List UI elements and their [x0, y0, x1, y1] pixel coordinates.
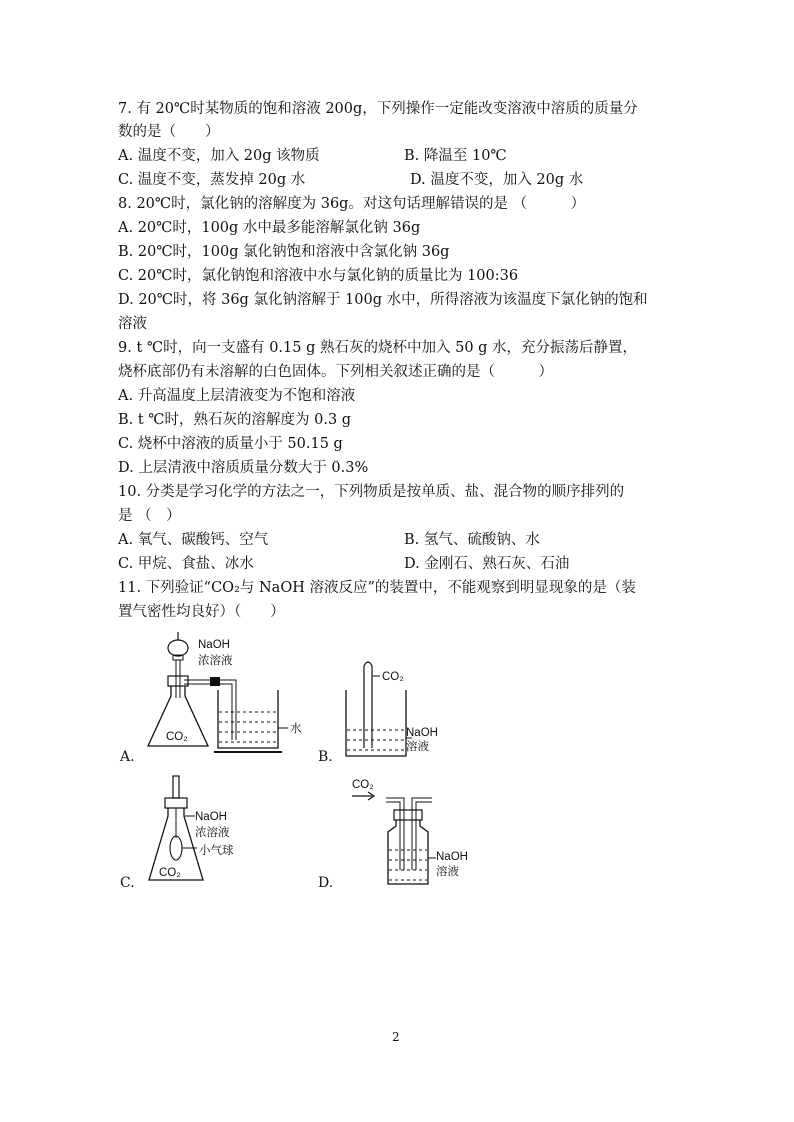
q8-option-d-line2: 溶液 [118, 316, 147, 332]
q10-stem-line1: 10. 分类是学习化学的方法之一，下列物质是按单质、盐、混合物的顺序排列的 [118, 484, 625, 500]
q9-stem-line2: 烧杯底部仍有未溶解的白色固体。下列相关叙述正确的是（ ） [118, 364, 553, 380]
q7-option-c: C. 温度不变，蒸发掉 20g 水 [118, 172, 306, 188]
page-number: 2 [392, 1030, 400, 1044]
q9-option-b: B. t ℃时，熟石灰的溶解度为 0.3 g [118, 412, 352, 428]
q7-option-b: B. 降温至 10℃ [404, 148, 507, 164]
a-co2-label: CO₂ [166, 731, 188, 743]
c-naoh-label: NaOH [195, 811, 227, 823]
d-co2-label: CO₂ [352, 779, 374, 791]
diagram-d [350, 776, 490, 890]
a-naoh-label: NaOH [198, 639, 230, 651]
a-conc-label: 浓溶液 [198, 655, 233, 667]
d-naoh-label: NaOH [436, 851, 468, 863]
a-water-label: 水 [290, 723, 302, 735]
diagram-d-label: D. [318, 875, 334, 891]
diagram-a-label: A. [120, 749, 135, 765]
q10-option-a: A. 氧气、碳酸钙、空气 [118, 532, 269, 548]
b-naoh-label: NaOH [406, 727, 438, 739]
q10-stem-line2: 是 （ ） [118, 508, 181, 524]
q8-option-b: B. 20℃时，100g 氯化钠饱和溶液中含氯化钠 36g [118, 244, 450, 260]
diagram-b [340, 652, 480, 762]
q7-stem-line2: 数的是（ ） [118, 124, 220, 140]
q9-option-d: D. 上层清液中溶质质量分数大于 0.3% [118, 460, 369, 476]
c-conc-label: 浓溶液 [195, 827, 230, 839]
q9-stem-line1: 9. t ℃时，向一支盛有 0.15 g 熟石灰的烧杯中加入 50 g 水，充分振荡后静置， [118, 340, 638, 356]
q7-option-a: A. 温度不变，加入 20g 该物质 [118, 148, 320, 164]
diagram-c [145, 772, 285, 888]
c-co2-label: CO₂ [159, 867, 181, 879]
q10-option-c: C. 甲烷、食盐、冰水 [118, 556, 254, 572]
c-balloon-label: 小气球 [199, 845, 234, 857]
diagram-c-label: C. [120, 875, 135, 891]
q8-option-c: C. 20℃时，氯化钠饱和溶液中水与氯化钠的质量比为 100:36 [118, 268, 519, 284]
q9-option-a: A. 升高温度上层清液变为不饱和溶液 [118, 388, 356, 404]
q11-stem-line1: 11. 下列验证“CO₂与 NaOH 溶液反应”的装置中，不能观察到明显现象的是（装 [118, 580, 636, 596]
q7-stem-line1: 7. 有 20℃时某物质的饱和溶液 200g，下列操作一定能改变溶液中溶质的质量分 [118, 101, 638, 117]
q10-option-d: D. 金刚石、熟石灰、石油 [404, 556, 570, 572]
q9-option-c: C. 烧杯中溶液的质量小于 50.15 g [118, 436, 343, 452]
q8-option-a: A. 20℃时，100g 水中最多能溶解氯化钠 36g [118, 220, 421, 236]
d-sol-label: 溶液 [436, 866, 459, 878]
b-co2-label: CO₂ [382, 671, 404, 683]
b-sol-label: 溶液 [406, 741, 429, 753]
q8-option-d-line1: D. 20℃时，将 36g 氯化钠溶解于 100g 水中，所得溶液为该温度下氯化钠的饱和 [118, 292, 648, 308]
q10-option-b: B. 氢气、硫酸钠、水 [404, 532, 540, 548]
q7-option-d: D. 温度不变，加入 20g 水 [410, 172, 584, 188]
diagram-a [140, 628, 310, 758]
q8-stem: 8. 20℃时，氯化钠的溶解度为 36g。对这句话理解错误的是 （ ） [118, 196, 586, 212]
q11-stem-line2: 置气密性均良好）（ ） [118, 604, 285, 620]
diagram-b-label: B. [318, 749, 333, 765]
